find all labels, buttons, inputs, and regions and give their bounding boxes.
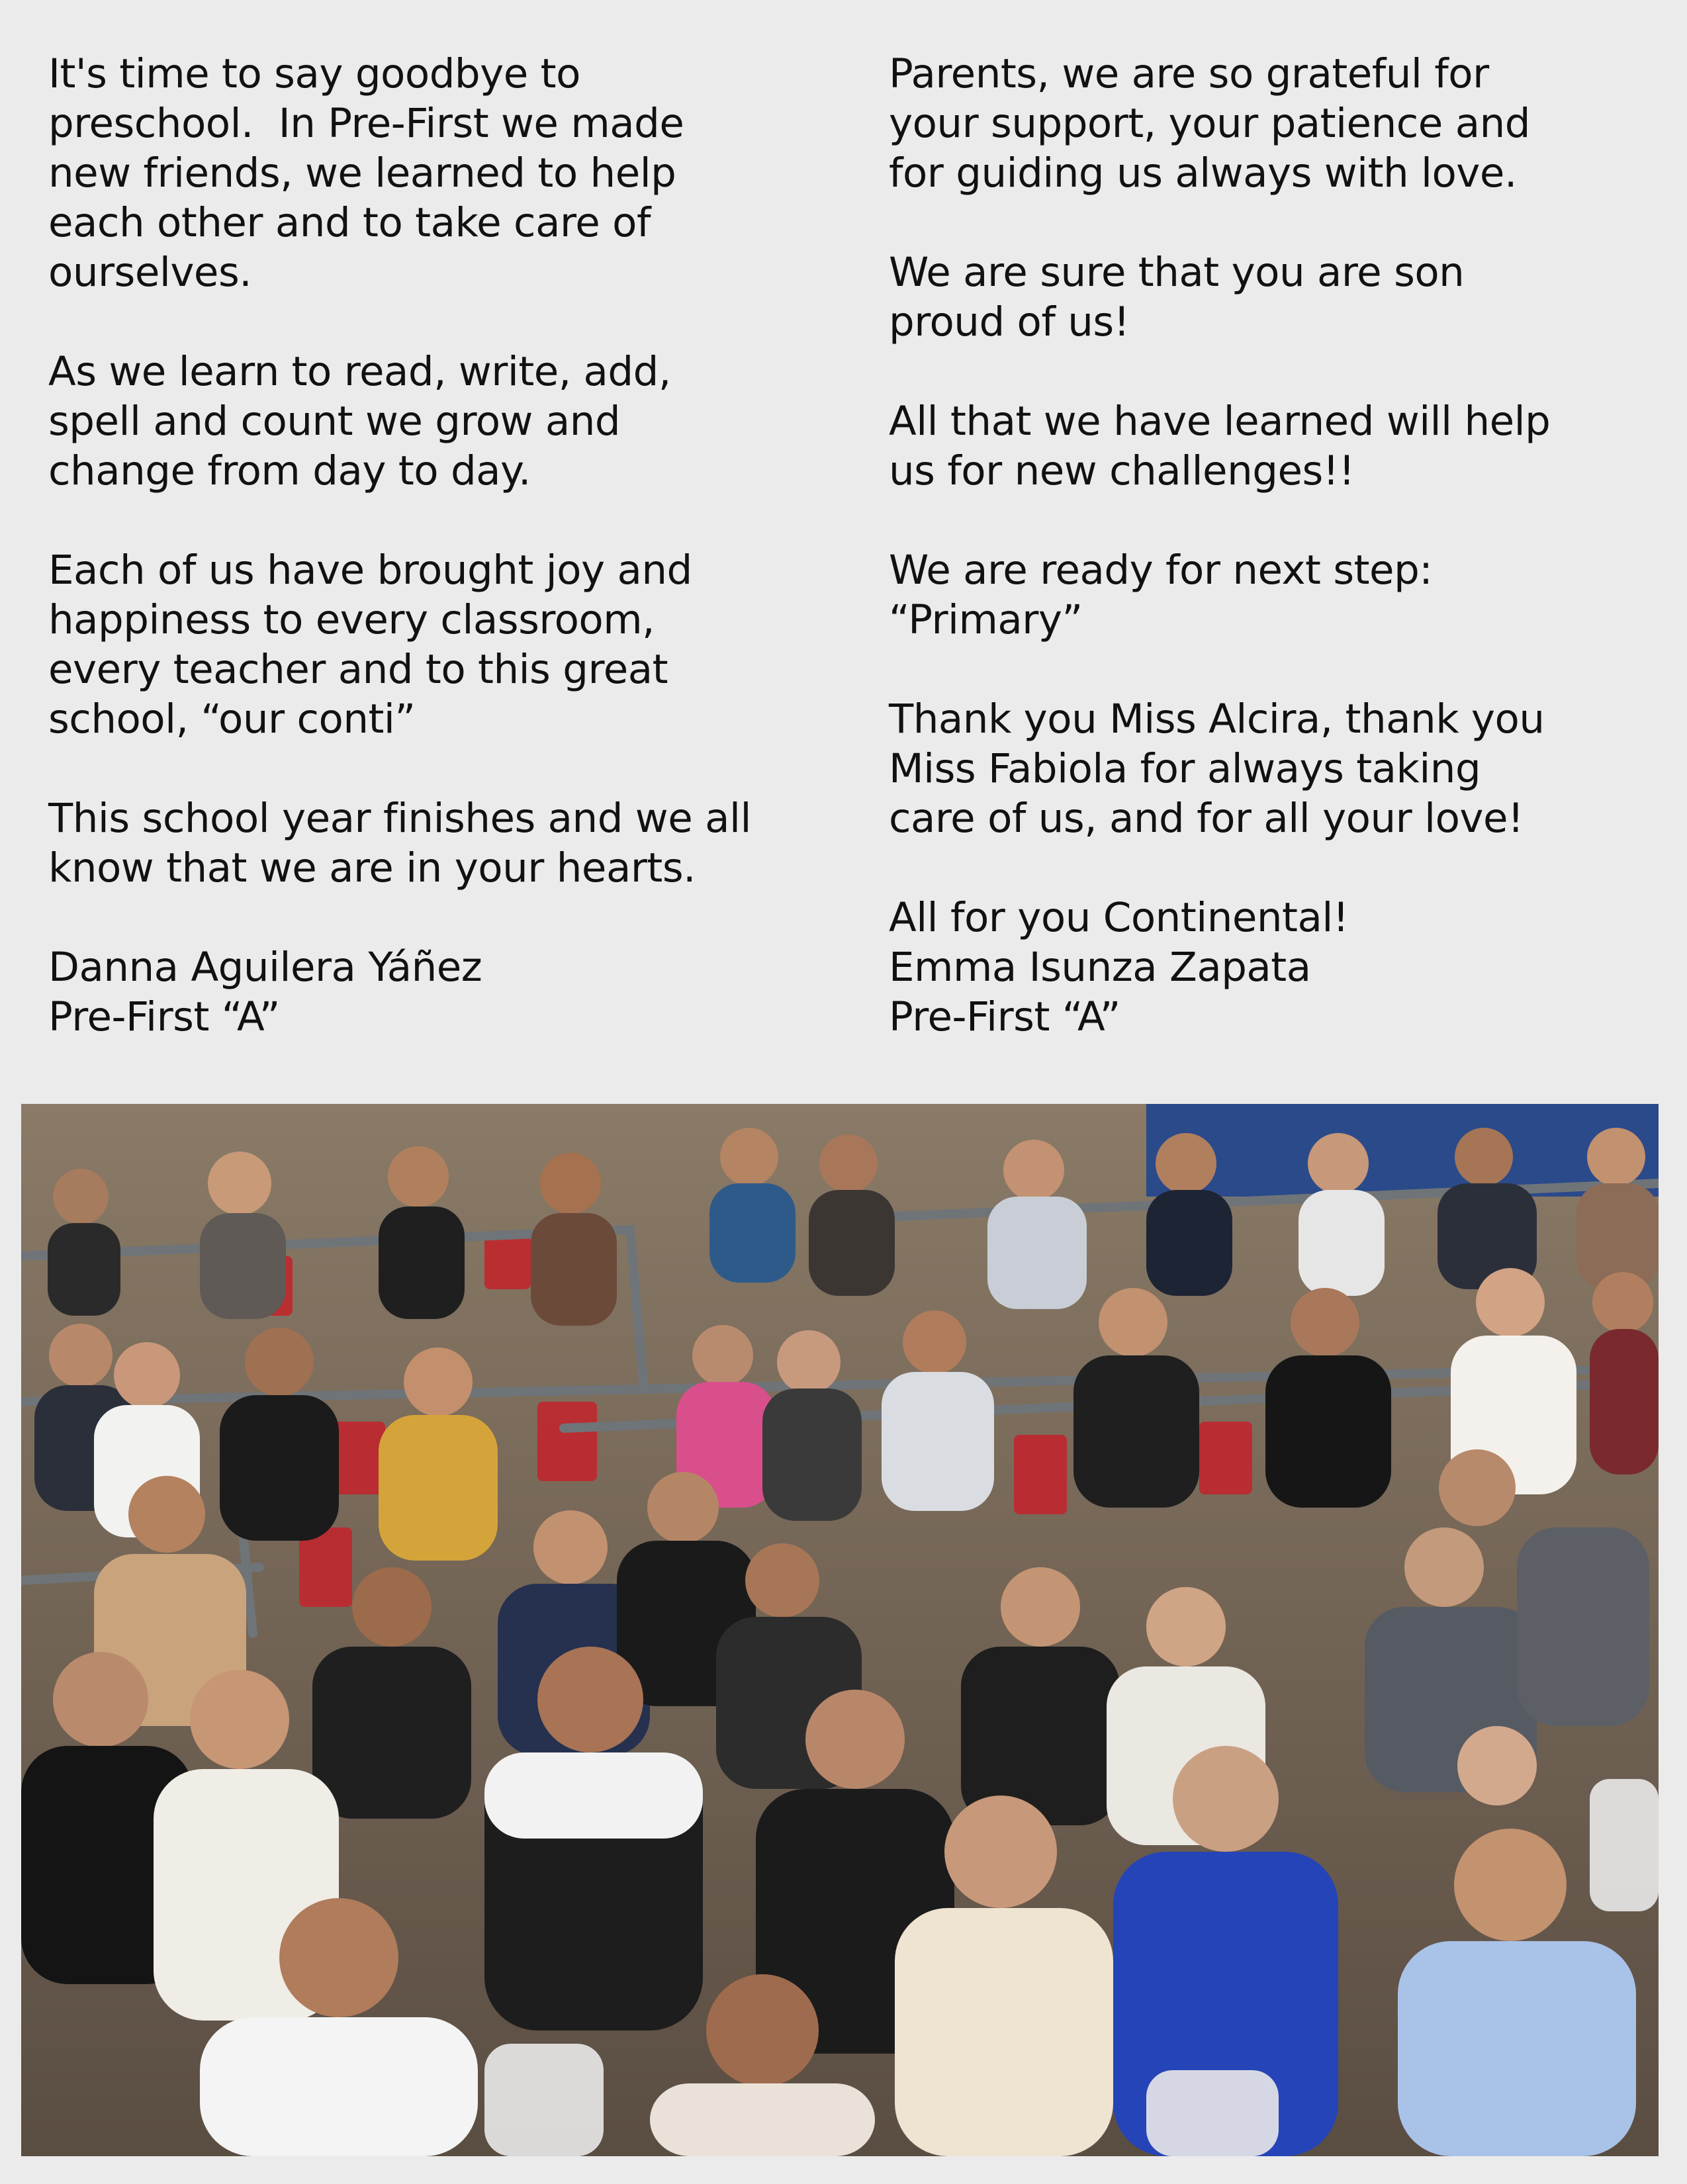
text-line: each other and to take care of bbox=[48, 199, 651, 246]
text-line: us for new challenges!! bbox=[889, 447, 1355, 494]
left-letter-column bbox=[48, 49, 843, 1042]
text-line: for guiding us always with love. bbox=[889, 150, 1517, 197]
text-line: Parents, we are so grateful for bbox=[889, 50, 1489, 97]
signature-class: Pre-First “A” bbox=[889, 993, 1120, 1040]
signature-name: Emma Isunza Zapata bbox=[889, 944, 1311, 991]
text-line: proud of us! bbox=[889, 298, 1130, 345]
right-paragraph-2 bbox=[889, 248, 1683, 347]
text-line: school, “our conti” bbox=[48, 696, 416, 743]
right-paragraph-3 bbox=[889, 396, 1683, 496]
right-signature bbox=[889, 893, 1683, 1042]
text-line: We are ready for next step: bbox=[889, 547, 1433, 594]
text-line: preschool. In Pre-First we made bbox=[48, 100, 684, 147]
text-line: All that we have learned will help bbox=[889, 398, 1551, 445]
left-paragraph-1 bbox=[48, 49, 843, 297]
text-line: We are sure that you are son bbox=[889, 249, 1465, 296]
text-line: change from day to day. bbox=[48, 447, 531, 494]
closing-line: All for you Continental! bbox=[889, 894, 1349, 941]
left-paragraph-3 bbox=[48, 545, 843, 744]
signature-class: Pre-First “A” bbox=[48, 993, 280, 1040]
left-paragraph-2 bbox=[48, 347, 843, 496]
text-line: Miss Fabiola for always taking bbox=[889, 745, 1481, 792]
text-line: happiness to every classroom, bbox=[48, 596, 655, 643]
left-signature bbox=[48, 942, 843, 1042]
text-line: ourselves. bbox=[48, 249, 252, 296]
text-line: “Primary” bbox=[889, 596, 1083, 643]
signature-name: Danna Aguilera Yáñez bbox=[48, 944, 482, 991]
text-line: This school year finishes and we all bbox=[48, 795, 751, 842]
text-line: Thank you Miss Alcira, thank you bbox=[889, 696, 1545, 743]
right-letter-column bbox=[889, 49, 1683, 1042]
audience-photo bbox=[21, 1104, 1659, 2156]
text-line: Each of us have brought joy and bbox=[48, 547, 692, 594]
text-line: spell and count we grow and bbox=[48, 398, 621, 445]
audience-illustration bbox=[21, 1104, 1659, 2156]
text-line: your support, your patience and bbox=[889, 100, 1530, 147]
text-line: care of us, and for all your love! bbox=[889, 795, 1524, 842]
right-paragraph-1 bbox=[889, 49, 1683, 198]
text-line: As we learn to read, write, add, bbox=[48, 348, 671, 395]
right-paragraph-5 bbox=[889, 694, 1683, 843]
text-line: new friends, we learned to help bbox=[48, 150, 676, 197]
right-paragraph-4 bbox=[889, 545, 1683, 645]
text-line: know that we are in your hearts. bbox=[48, 844, 696, 891]
left-paragraph-4 bbox=[48, 794, 843, 893]
text-line: every teacher and to this great bbox=[48, 646, 668, 693]
text-line: It's time to say goodbye to bbox=[48, 50, 580, 97]
